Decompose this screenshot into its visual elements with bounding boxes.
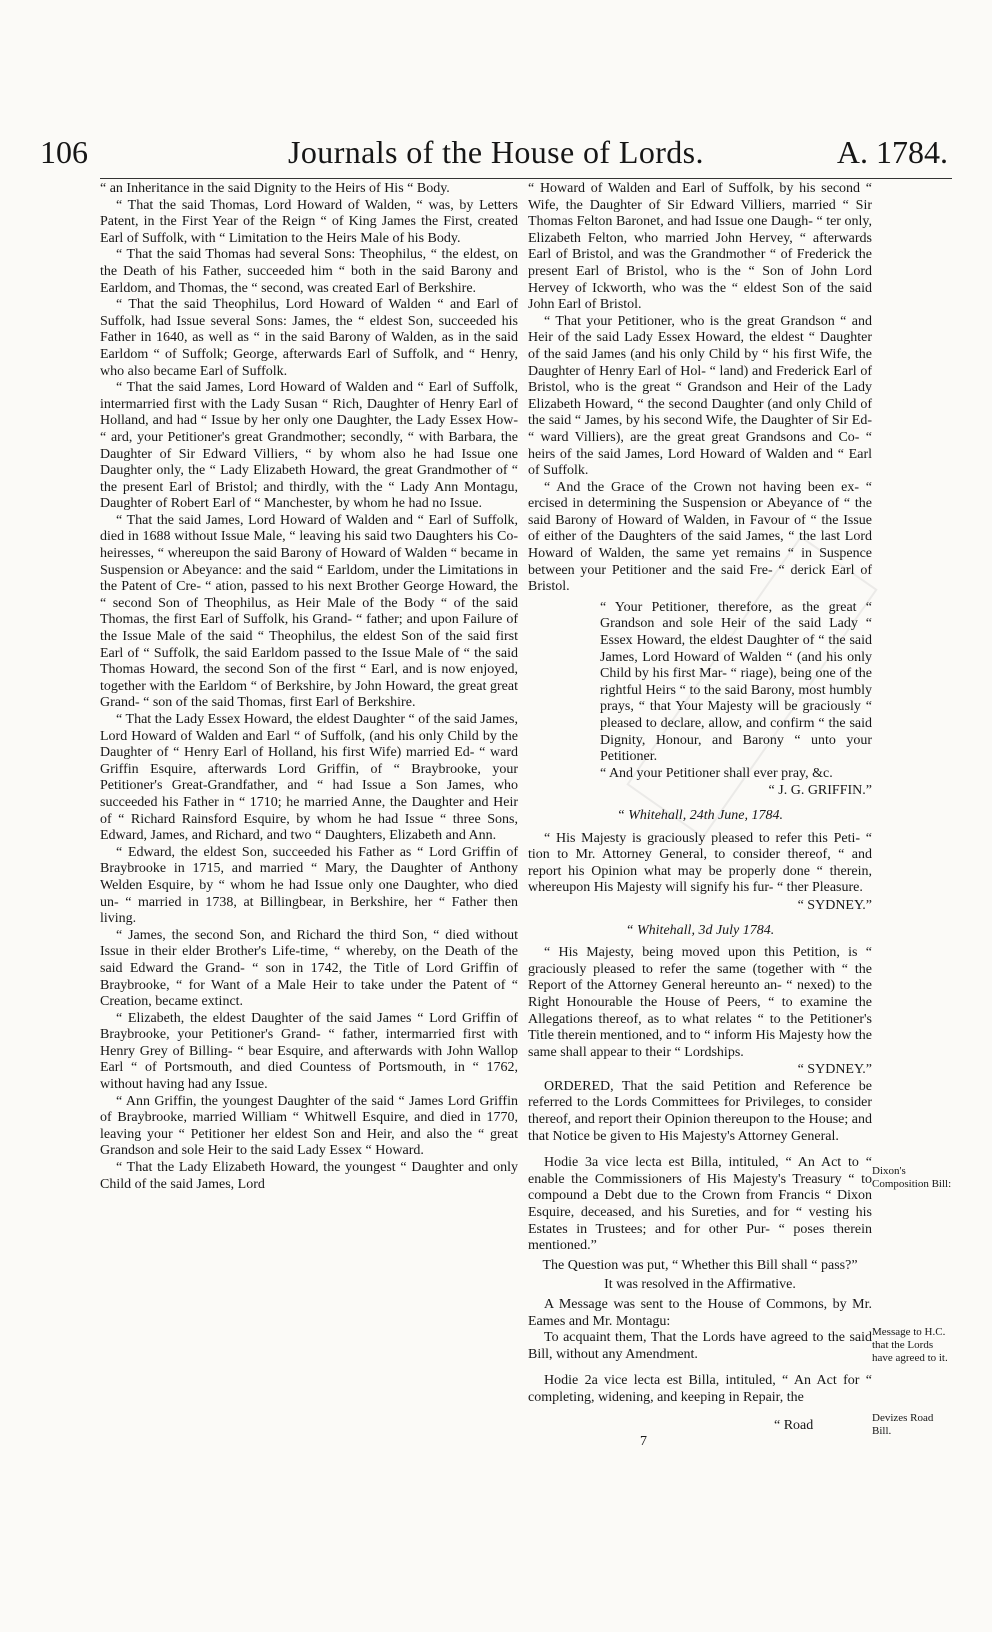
paragraph: “ an Inheritance in the said Dignity to the Heirs of His “ Body. [100,181,450,196]
page-title: Journals of the House of Lords. [288,134,704,170]
paragraph: “ That the said Thomas had several Sons: Theophilus, “ the eldest, on the Death of his Father, succeeded him “ both in the said Barony and Earldom, and Thomas, the “ second, was created Earl of Berkshire. [100,247,518,296]
petitioner-signature: “ J. G. GRIFFIN.” [768,783,872,799]
paragraph: “ His Majesty, being moved upon this Petition, is “ graciously pleased to refer the same (together with “ the Report of the Attorney General hereunto an- “ nexed) to the Right Honourable the House of Peers, “ to examine the Allegations thereof, as to what relates “ to the Petitioner's Title therein mentioned, and to “ inform His Majesty how the same shall appear to their “ Lordships. [528,945,872,1060]
right-main-text [528,181,872,1407]
paragraph: “ And the Grace of the Crown not having been ex- “ ercised in determining the Suspension or Abeyance of “ the said Barony of Howard of Walden, in Favour of “ the Issue of either of the Daughters of the said James, “ the last Lord Howard of Walden, the same yet remains “ in Suspence between your Petitioner and the said Fre- “ derick Earl of Bristol. [528,479,872,595]
paragraph: “ His Majesty is graciously pleased to refer this Peti- “ tion to Mr. Attorney General, to consider thereof, “ and report his Opinion what may be properly done “ therein, whereupon His Majesty will signify his fur- “ ther Pleasure. [528,830,872,896]
dateline: “ Whitehall, 3d July 1784. [625,922,775,938]
signature-mark: 7 [640,1434,647,1449]
page-year: A. 1784. [836,134,948,170]
paragraph: “ Howard of Walden and Earl of Suffolk, by his second “ Wife, the Daughter of Sir Edward Villiers, married “ Sir Thomas Felton Baronet, and had Issue one Daugh- “ ter only, Elizabeth Felton, who married John Hervey, “ afterwards Earl of Bristol, and was the Grandmother “ of Frederick the present Earl of Bristol, who is the “ Son of John Lord Hervey of Ickworth, who was the “ eldest Son of the said John Earl of Bristol. [528,181,872,313]
bill-reading: Hodie 2a vice lecta est Billa, intituled, “ An Act for “ completing, widening, and keeping in Repair, the [528,1373,872,1405]
paragraph: “ That the said James, Lord Howard of Walden and “ Earl of Suffolk, died in 1688 without Issue Male, “ leaving his said two Daughters his Co-heiresses, “ whereupon the said Barony of Howard of Walden “ became in Suspension or Abeyance: and the said “ Earldom, under the Limitations in the Patent of Cre- “ ation, passed to his next Brother George Howard, the “ second Son of Theophilus, as Heir Male of the Body “ of the said Thomas, the first Earl of Suffolk, his Grand- “ father; and upon Failure of the Issue Male of the said “ Theophilus, the eldest Son of the said first Earl of “ Suffolk, the said Earldom passed to the Issue Male of “ the said Thomas Howard, the second Son of the first “ Earl, and is now enjoyed, together with the Earldom “ of Berkshire, by John Howard, the great great Grand- “ son of the said Thomas, first Earl of Berkshire. [100,512,518,711]
paragraph: “ Edward, the eldest Son, succeeded his Father as “ Lord Griffin of Braybrooke in 1715, and married “ Mary, the Daughter of Anthony Welden Esquire, by “ whom he had Issue only one Daughter, who died un- “ married in 1738, at Billingbear, in Berkshire, her “ Father then living. [100,844,518,927]
prayer-close: “ And your Petitioner shall ever pray, &c. [600,765,833,781]
spacer [528,1145,872,1155]
paragraph: “ That the Lady Elizabeth Howard, the youngest “ Daughter and only Child of the said James, Lord [100,1160,518,1192]
sydney-signature: “ SYDNEY.” [797,1062,872,1078]
acquaint-paragraph: To acquaint them, That the Lords have agreed to the said Bill, without any Amendment. [528,1330,872,1362]
paragraph: “ That the said Theophilus, Lord Howard of Walden “ and Earl of Suffolk, had Issue several Sons: James, the “ eldest Son, succeeded his Father in 1640, as well as “ in the said Barony of Walden, as in the said Earldom “ of Suffolk; George, afterwards Earl of Suffolk, and “ Henry, who also became Earl of Suffolk. [100,297,518,379]
margin-note-dixon: Dixon's Composition Bill: [872,1165,952,1190]
page-number: 106 [40,134,88,170]
paragraph: “ That the Lady Essex Howard, the eldest Daughter “ of the said James, Lord Howard of Walden and Earl “ of Suffolk, (and his only Child by the Daughter of “ Henry Earl of Holland, his first Wife) married Ed- “ ward Griffin Esquire, afterwards Lord Griffin, of “ Braybrooke, your Petitioner's Great-Grandfather, and “ had Issue a Son James, who succeeded his Father in “ 1710; he married Anne, the Daughter and Heir of “ Richard Rainsford Esquire, by whom he had Issue “ three Sons, Edward, James, and Richard, and two “ Daughters, Elizabeth and Ann. [100,712,518,844]
paragraph: “ That the said James, Lord Howard of Walden and “ Earl of Suffolk, intermarried first with the Lady Susan “ Rich, Daughter of Henry Earl of Holland, and had “ Issue by her only one Daughter, the Lady Essex How- “ ard, your Petitioner's great Grandmother; secondly, “ with Barbara, the Daughter of Sir Edward Villiers, “ by whom also he had Issue one Daughter only, the “ Lady Elizabeth Howard, the great Grandmother of “ the present Earl of Bristol; and thirdly, with the “ Lady Ann Montagu, Daughter of Robert Earl of “ Manchester, by whom he had no Issue. [100,380,518,512]
right-column [528,181,946,1407]
paragraph: “ That the said Thomas, Lord Howard of Walden, “ was, by Letters Patent, in the First Year of the Reign “ of King James the First, created Earl of Suffolk, with “ Limitation to the Heirs Male of his Body. [100,197,518,246]
paragraph: “ Elizabeth, the eldest Daughter of the said James “ Lord Griffin of Braybrooke, your Petitioner's Grand- “ father, intermarried first with Henry Grey of Billing- “ bear Esquire, and afterwards with John Wallop Earl “ of Portsmouth, and died Countess of Portsmouth, in “ 1762, without having had any Issue. [100,1010,518,1093]
order-paragraph: ORDERED, That the said Petition and Reference be referred to the Lords Committees for Privileges, to consider thereof, and report their Opinion thereupon to the House; and that Notice be given to His Majesty's Attorney General. [528,1078,872,1144]
message-paragraph: A Message was sent to the House of Commons, by Mr. Eames and Mr. Montagu: [528,1297,872,1329]
prayer-text: “ Your Petitioner, therefore, as the great “ Grandson and sole Heir of the said Lady “ Essex Howard, the eldest Daughter of “ the said James, Lord Howard of Walden “ (and his only Child by his first Mar- “ riage), being one of the rightful Heirs “ to the said Barony, most humbly prays, “ that Your Majesty will be graciously “ pleased to declare, allow, and confirm “ the said Dignity, Honour, and Barony “ unto your Petitioner. [600,599,872,765]
paragraph: “ James, the second Son, and Richard the third Son, “ died without Issue in their elder Brother's Life-time, “ whereby, on the Death of the said Edward the Grand- “ son in 1742, the Title of Lord Griffin of Braybrooke, “ for Want of a Male Heir to take under the Patent of “ Creation, became extinct. [100,927,518,1010]
spacer [528,1363,872,1373]
question-line: The Question was put, “ Whether this Bill shall “ pass?” [542,1257,858,1273]
petition-prayer [600,600,872,800]
resolution-line: It was resolved in the Affirmative. [604,1277,796,1293]
catchword: “ Road [774,1418,814,1433]
paragraph: “ Ann Griffin, the youngest Daughter of the said “ James Lord Griffin of Braybrooke, married William “ Whitwell Esquire, and died in 1770, leaving your “ Petitioner her eldest Son and Heir, and also the “ great Grandson and sole Heir to the said Lady Essex “ Howard. [100,1093,518,1159]
left-column [100,181,518,1193]
margin-note-devizes: Devizes Road Bill. [872,1412,934,1437]
header-rule [100,178,952,179]
sydney-signature: “ SYDNEY.” [797,897,872,913]
margin-note-message: Message to H.C. that the Lords have agreed to it. [872,1326,948,1364]
dateline: “ Whitehall, 24th June, 1784. [616,807,784,823]
paragraph: “ That your Petitioner, who is the great Grandson “ and Heir of the said Lady Essex Howard, the eldest “ Daughter of the said James (and his only Child by “ his first Wife, the Daughter of Henry Earl of Hol- “ land) and Frederick Earl of Bristol, who is the great “ Grandson and Heir of the Lady Elizabeth Howard, “ the second Daughter (and only Child of the said “ James, by his second Wife, the Daughter of Sir Ed- “ ward Villiers), are the great great Grandsons and Co- “ heirs of the said James, Lord Howard of Walden and “ Earl of Suffolk. [528,313,872,479]
running-header [40,132,952,176]
bill-reading: Hodie 3a vice lecta est Billa, intituled, “ An Act to “ enable the Commissioners of His Majesty's Treasury “ to compound a Debt due to the Crown from Francis “ Dixon Esquire, deceased, and his Sureties, and for “ vesting his Estates in Trustees; and for other Pur- “ poses therein mentioned.” [528,1155,872,1254]
